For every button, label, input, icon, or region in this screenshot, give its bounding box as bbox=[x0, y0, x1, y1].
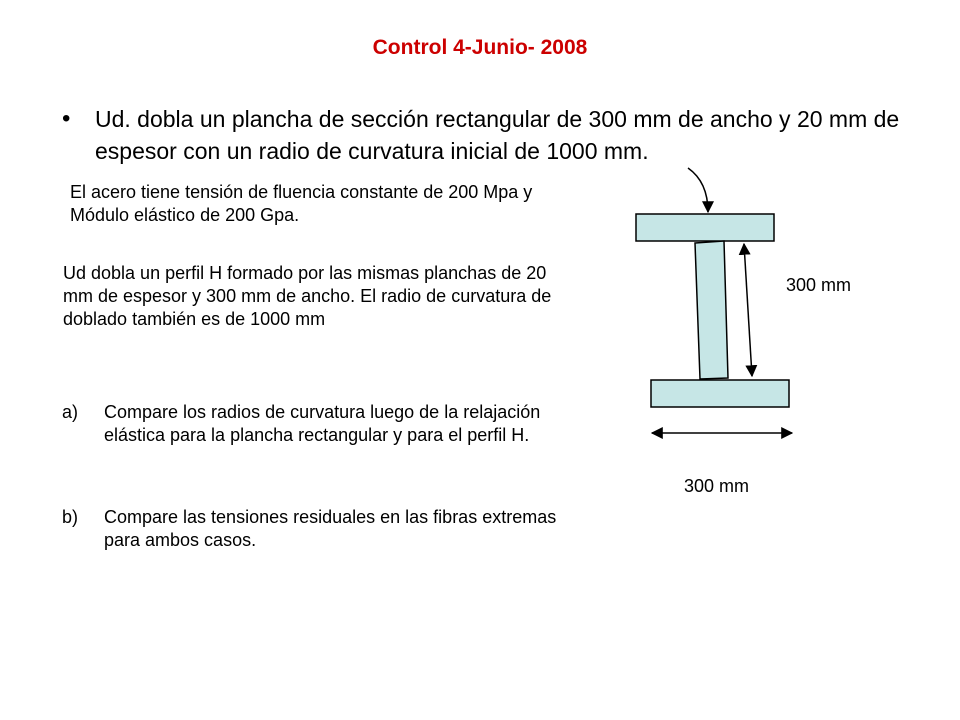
slide-title: Control 4-Junio- 2008 bbox=[372, 36, 588, 59]
height-dimension-arrow bbox=[744, 244, 752, 376]
question-b-text: Compare las tensiones residuales en las fibras extremas para ambos casos. bbox=[104, 507, 557, 550]
web-plate bbox=[695, 241, 728, 379]
question-b-label: b) bbox=[62, 507, 79, 527]
width-dimension-label: 300 mm bbox=[684, 476, 750, 496]
bullet-marker: • bbox=[62, 105, 71, 132]
bottom-flange bbox=[651, 380, 789, 407]
curved-pointer-arrow bbox=[688, 168, 708, 212]
question-a-label: a) bbox=[62, 402, 79, 422]
height-dimension-label: 300 mm bbox=[786, 275, 852, 295]
bullet-text: Ud. dobla un plancha de sección rectangular de 300 mm de ancho y 20 mm de espesor con un radio de curvatura inicial de 1000 mm. bbox=[95, 106, 900, 164]
material-properties-paragraph: El acero tiene tensión de fluencia constante de 200 Mpa y Módulo elástico de 200 Gpa. bbox=[70, 182, 533, 225]
top-flange bbox=[636, 214, 774, 241]
h-profile-paragraph: Ud dobla un perfil H formado por las mismas planchas de 20 mm de espesor y 300 mm de ancho. El radio de curvatura de doblado también es de 1000 mm bbox=[63, 263, 552, 329]
question-a-text: Compare los radios de curvatura luego de la relajación elástica para la plancha rectangular y para el perfil H. bbox=[104, 402, 541, 445]
